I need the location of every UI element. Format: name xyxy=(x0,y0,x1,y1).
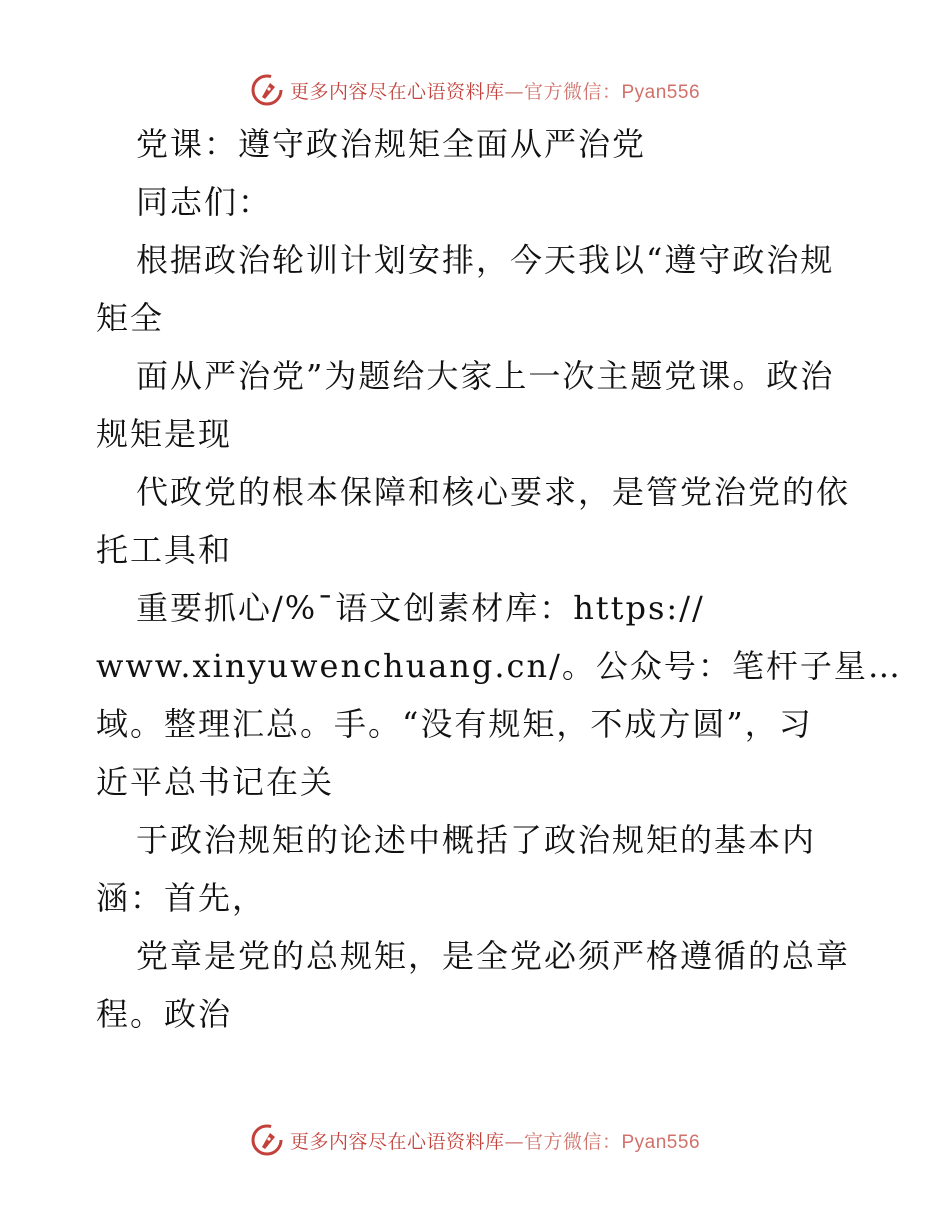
document-line: 面从严治党”为题给大家上一次主题党课。政治 xyxy=(136,357,835,395)
header-watermark-banner xyxy=(0,70,950,110)
document-line: 代政党的根本保障和核心要求，是管党治党的依 xyxy=(136,473,851,511)
header-banner-wechat: 官方微信：Pyan556 xyxy=(524,81,701,103)
document-line: 重要抓心/%¯语文创素材库：https:// xyxy=(136,589,705,627)
footer-banner-wechat: 官方微信：Pyan556 xyxy=(524,1131,701,1153)
footer-watermark-banner xyxy=(0,1120,950,1160)
header-banner-dash: — xyxy=(504,80,524,103)
document-line: 托工具和 xyxy=(96,531,233,569)
header-banner-title: 更多内容尽在心语资料库 xyxy=(289,80,505,103)
pen-nib-logo-icon xyxy=(250,73,284,107)
footer-banner-text xyxy=(290,1127,700,1154)
footer-banner-title: 更多内容尽在心语资料库 xyxy=(289,1130,505,1153)
document-line: 矩全 xyxy=(96,299,165,337)
document-title: 党课：遵守政治规矩全面从严治党 xyxy=(136,125,647,163)
document-line: 近平总书记在关 xyxy=(96,763,335,801)
document-line: 域。整理汇总。手。“没有规矩，不成方圆”，习 xyxy=(96,705,813,743)
document-line: 同志们： xyxy=(136,183,273,221)
document-line: 程。政治 xyxy=(96,995,233,1033)
document-line: 于政治规矩的论述中概括了政治规矩的基本内 xyxy=(136,821,817,859)
header-banner-text xyxy=(290,77,700,104)
document-line: 涵：首先， xyxy=(96,879,267,917)
document-line: 党章是党的总规矩，是全党必须严格遵循的总章 xyxy=(136,937,851,975)
pen-nib-logo-icon xyxy=(250,1123,284,1157)
document-line: www.xinyuwenchuang.cn/。公众号：笔杆子星… xyxy=(96,647,902,685)
footer-banner-dash: — xyxy=(504,1130,524,1153)
document-line: 根据政治轮训计划安排，今天我以“遵守政治规 xyxy=(136,241,835,279)
document-line: 规矩是现 xyxy=(96,415,233,453)
